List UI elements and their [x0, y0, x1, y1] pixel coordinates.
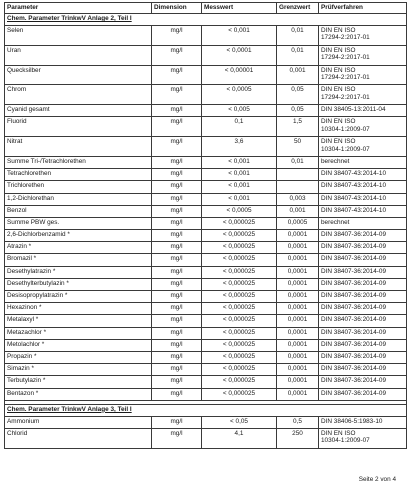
grenzwert-cell: 0,0001	[277, 364, 319, 376]
messwert-cell: 3,6	[202, 137, 277, 157]
pruefverfahren-cell	[319, 339, 407, 351]
dimension-cell: mg/l	[152, 278, 202, 290]
grenzwert-cell: 0,0005	[277, 217, 319, 229]
parameter-cell: Trichlorethen	[5, 181, 152, 193]
dimension-cell: mg/l	[152, 85, 202, 105]
pruefverfahren-cell	[319, 291, 407, 303]
parameter-cell: 1,2-Dichlorethan	[5, 193, 152, 205]
pruefverfahren-cell	[319, 428, 407, 448]
parameter-cell: Chlorid	[5, 428, 152, 448]
grenzwert-cell: 0,0001	[277, 388, 319, 400]
parameter-cell: Ammonium	[5, 416, 152, 428]
grenzwert-cell: 0,0001	[277, 291, 319, 303]
pruefverfahren-cell	[319, 364, 407, 376]
table-row	[5, 416, 407, 428]
grenzwert-cell: 0,0001	[277, 230, 319, 242]
grenzwert-cell: 0,0001	[277, 242, 319, 254]
dimension-cell: mg/l	[152, 339, 202, 351]
pruefverfahren-cell	[319, 117, 407, 137]
dimension-cell: mg/l	[152, 45, 202, 65]
pruefverfahren-cell	[319, 205, 407, 217]
pruefverfahren-line-1: DIN EN ISO	[321, 46, 356, 54]
pruefverfahren-line-1: DIN 38407-36:2014-09	[321, 255, 387, 263]
table-row	[5, 303, 407, 315]
pruefverfahren-cell	[319, 169, 407, 181]
pruefverfahren-cell	[319, 156, 407, 168]
pruefverfahren-line-1: DIN 38407-36:2014-09	[321, 316, 387, 324]
table-row	[5, 169, 407, 181]
grenzwert-cell: 0,0001	[277, 254, 319, 266]
parameter-cell: Metazachlor *	[5, 327, 152, 339]
table-row	[5, 181, 407, 193]
messwert-cell: < 0,000025	[202, 291, 277, 303]
messwert-cell: < 0,000025	[202, 376, 277, 388]
pruefverfahren-cell	[319, 327, 407, 339]
pruefverfahren-line-2: 17294-2:2017-01	[321, 54, 370, 62]
dimension-cell: mg/l	[152, 65, 202, 85]
messwert-cell: < 0,0005	[202, 205, 277, 217]
grenzwert-cell: 50	[277, 137, 319, 157]
grenzwert-cell: 0,001	[277, 65, 319, 85]
table-row	[5, 291, 407, 303]
parameter-cell: Hexazinon *	[5, 303, 152, 315]
pruefverfahren-line-1: DIN 38407-36:2014-09	[321, 365, 387, 373]
messwert-cell: < 0,0005	[202, 85, 277, 105]
grenzwert-cell	[277, 169, 319, 181]
messwert-cell: < 0,000025	[202, 315, 277, 327]
table-row	[5, 242, 407, 254]
pruefverfahren-cell	[319, 278, 407, 290]
grenzwert-cell: 0,01	[277, 26, 319, 46]
table-row	[5, 327, 407, 339]
parameter-cell: Cyanid gesamt	[5, 105, 152, 117]
pruefverfahren-line-1: berechnet	[321, 218, 350, 226]
grenzwert-cell: 0,0001	[277, 278, 319, 290]
parameter-cell: Selen	[5, 26, 152, 46]
dimension-cell: mg/l	[152, 291, 202, 303]
dimension-cell: mg/l	[152, 217, 202, 229]
results-table	[4, 2, 407, 449]
messwert-cell: 0,1	[202, 117, 277, 137]
table-row	[5, 45, 407, 65]
pruefverfahren-cell	[319, 315, 407, 327]
parameter-cell: Metalaxyl *	[5, 315, 152, 327]
parameter-cell: Simazin *	[5, 364, 152, 376]
messwert-cell: < 0,000025	[202, 242, 277, 254]
grenzwert-cell: 0,01	[277, 156, 319, 168]
parameter-cell: Nitrat	[5, 137, 152, 157]
table-row	[5, 137, 407, 157]
table-row	[5, 351, 407, 363]
table-row	[5, 217, 407, 229]
pruefverfahren-cell	[319, 230, 407, 242]
messwert-cell: < 0,001	[202, 26, 277, 46]
messwert-cell: < 0,000025	[202, 266, 277, 278]
dimension-cell: mg/l	[152, 169, 202, 181]
parameter-cell: Propazin *	[5, 351, 152, 363]
table-header-row	[5, 3, 407, 14]
parameter-cell: Tetrachlorethen	[5, 169, 152, 181]
messwert-cell: < 0,000025	[202, 230, 277, 242]
pruefverfahren-cell	[319, 242, 407, 254]
pruefverfahren-cell	[319, 217, 407, 229]
dimension-cell: mg/l	[152, 205, 202, 217]
pruefverfahren-cell	[319, 416, 407, 428]
parameter-cell: Chrom	[5, 85, 152, 105]
table-row	[5, 266, 407, 278]
grenzwert-cell: 0,003	[277, 193, 319, 205]
messwert-cell: < 0,000025	[202, 217, 277, 229]
parameter-cell: Quecksilber	[5, 65, 152, 85]
parameter-cell: Benzol	[5, 205, 152, 217]
pruefverfahren-line-1: DIN EN ISO	[321, 66, 356, 74]
table-row	[5, 193, 407, 205]
pruefverfahren-cell	[319, 26, 407, 46]
pruefverfahren-line-1: DIN 38407-36:2014-09	[321, 340, 387, 348]
pruefverfahren-line-1: DIN 38407-36:2014-09	[321, 292, 387, 300]
dimension-cell: mg/l	[152, 351, 202, 363]
parameter-cell: Bentazon *	[5, 388, 152, 400]
pruefverfahren-cell	[319, 351, 407, 363]
parameter-cell: Summe PBW ges.	[5, 217, 152, 229]
table-row	[5, 364, 407, 376]
table-row	[5, 315, 407, 327]
messwert-cell: < 0,001	[202, 169, 277, 181]
pruefverfahren-line-2: 17294-2:2017-01	[321, 74, 370, 81]
dimension-cell: mg/l	[152, 364, 202, 376]
parameter-cell: 2,6-Dichlorbenzamid *	[5, 230, 152, 242]
dimension-cell: mg/l	[152, 428, 202, 448]
table-row	[5, 230, 407, 242]
dimension-cell: mg/l	[152, 193, 202, 205]
dimension-cell: mg/l	[152, 303, 202, 315]
pruefverfahren-cell	[319, 105, 407, 117]
pruefverfahren-line-1: DIN 38407-36:2014-09	[321, 352, 387, 360]
dimension-cell: mg/l	[152, 26, 202, 46]
results-sheet	[4, 2, 406, 483]
table-row	[5, 428, 407, 448]
header-grenzwert: Grenzwert	[277, 3, 319, 14]
table-row	[5, 117, 407, 137]
dimension-cell: mg/l	[152, 156, 202, 168]
messwert-cell: < 0,000025	[202, 351, 277, 363]
grenzwert-cell: 0,05	[277, 105, 319, 117]
table-row	[5, 105, 407, 117]
table-row	[5, 254, 407, 266]
pruefverfahren-cell	[319, 303, 407, 315]
pruefverfahren-cell	[319, 85, 407, 105]
grenzwert-cell: 0,0001	[277, 303, 319, 315]
pruefverfahren-line-1: DIN EN ISO	[321, 138, 356, 146]
dimension-cell: mg/l	[152, 266, 202, 278]
pruefverfahren-line-1: DIN 38407-43:2014-10	[321, 182, 387, 190]
pruefverfahren-cell	[319, 193, 407, 205]
grenzwert-cell: 0,5	[277, 416, 319, 428]
pruefverfahren-cell	[319, 137, 407, 157]
pruefverfahren-line-1: DIN 38407-36:2014-09	[321, 267, 387, 275]
table-row	[5, 85, 407, 105]
pruefverfahren-line-1: DIN 38406-5:1983-10	[321, 417, 383, 425]
grenzwert-cell: 0,0001	[277, 376, 319, 388]
grenzwert-cell: 0,0001	[277, 327, 319, 339]
page-footer: Seite 2 von 4	[358, 476, 396, 483]
messwert-cell: < 0,0001	[202, 45, 277, 65]
grenzwert-cell: 1,5	[277, 117, 319, 137]
section-header-row	[5, 14, 407, 26]
pruefverfahren-line-2: 10304-1:2009-07	[321, 125, 370, 133]
pruefverfahren-line-2: 17294-2:2017-01	[321, 34, 370, 42]
messwert-cell: < 0,000025	[202, 327, 277, 339]
pruefverfahren-line-1: DIN 38407-36:2014-09	[321, 328, 387, 336]
dimension-cell: mg/l	[152, 181, 202, 193]
dimension-cell: mg/l	[152, 230, 202, 242]
table-row	[5, 278, 407, 290]
messwert-cell: < 0,001	[202, 181, 277, 193]
pruefverfahren-line-1: DIN EN ISO	[321, 27, 356, 34]
messwert-cell: < 0,000025	[202, 278, 277, 290]
pruefverfahren-cell	[319, 254, 407, 266]
parameter-cell: Desisopropylatrazin *	[5, 291, 152, 303]
parameter-cell: Metolachlor *	[5, 339, 152, 351]
pruefverfahren-cell	[319, 388, 407, 400]
header-dimension: Dimension	[152, 3, 202, 14]
messwert-cell: < 0,000025	[202, 254, 277, 266]
pruefverfahren-line-2: 17294-2:2017-01	[321, 93, 370, 101]
grenzwert-cell: 0,01	[277, 45, 319, 65]
section-header-row	[5, 404, 407, 416]
messwert-cell: < 0,00001	[202, 65, 277, 85]
grenzwert-cell: 0,0001	[277, 351, 319, 363]
grenzwert-cell: 0,05	[277, 85, 319, 105]
grenzwert-cell	[277, 181, 319, 193]
parameter-cell: Desethylterbutylazin *	[5, 278, 152, 290]
pruefverfahren-line-1: DIN EN ISO	[321, 86, 356, 94]
pruefverfahren-line-1: DIN 38407-36:2014-09	[321, 304, 387, 312]
pruefverfahren-line-1: DIN 38405-13:2011-04	[321, 106, 386, 114]
grenzwert-cell: 0,001	[277, 205, 319, 217]
dimension-cell: mg/l	[152, 327, 202, 339]
parameter-cell: Fluorid	[5, 117, 152, 137]
section-title: Chem. Parameter TrinkwV Anlage 2, Teil I	[5, 14, 407, 26]
pruefverfahren-line-1: DIN 38407-36:2014-09	[321, 231, 387, 239]
messwert-cell: < 0,001	[202, 193, 277, 205]
table-row	[5, 156, 407, 168]
header-messwert: Messwert	[202, 3, 277, 14]
table-row	[5, 65, 407, 85]
pruefverfahren-line-2: 10304-1:2009-07	[321, 437, 370, 445]
pruefverfahren-line-1: DIN 38407-36:2014-09	[321, 377, 387, 385]
pruefverfahren-line-1: berechnet	[321, 157, 350, 165]
messwert-cell: < 0,05	[202, 416, 277, 428]
pruefverfahren-line-1: DIN 38407-43:2014-10	[321, 170, 387, 178]
dimension-cell: mg/l	[152, 105, 202, 117]
pruefverfahren-line-1: DIN 38407-36:2014-09	[321, 279, 387, 287]
table-row	[5, 388, 407, 400]
table-row	[5, 376, 407, 388]
dimension-cell: mg/l	[152, 315, 202, 327]
parameter-cell: Terbutylazin *	[5, 376, 152, 388]
pruefverfahren-line-1: DIN 38407-36:2014-09	[321, 389, 387, 397]
dimension-cell: mg/l	[152, 416, 202, 428]
messwert-cell: 4,1	[202, 428, 277, 448]
messwert-cell: < 0,000025	[202, 339, 277, 351]
dimension-cell: mg/l	[152, 137, 202, 157]
grenzwert-cell: 250	[277, 428, 319, 448]
pruefverfahren-line-2: 10304-1:2009-07	[321, 145, 370, 153]
pruefverfahren-line-1: DIN 38407-36:2014-09	[321, 243, 387, 251]
pruefverfahren-line-1: DIN 38407-43:2014-10	[321, 194, 387, 202]
pruefverfahren-cell	[319, 65, 407, 85]
section-title: Chem. Parameter TrinkwV Anlage 3, Teil I	[5, 404, 407, 416]
messwert-cell: < 0,000025	[202, 303, 277, 315]
pruefverfahren-line-1: DIN 38407-43:2014-10	[321, 206, 387, 214]
header-parameter: Parameter	[5, 3, 152, 14]
parameter-cell: Atrazin *	[5, 242, 152, 254]
grenzwert-cell: 0,0001	[277, 266, 319, 278]
parameter-cell: Summe Tri-/Tetrachlorethen	[5, 156, 152, 168]
pruefverfahren-line-1: DIN EN ISO	[321, 118, 356, 126]
dimension-cell: mg/l	[152, 254, 202, 266]
pruefverfahren-cell	[319, 266, 407, 278]
table-row	[5, 205, 407, 217]
grenzwert-cell: 0,0001	[277, 315, 319, 327]
messwert-cell: < 0,005	[202, 105, 277, 117]
table-row	[5, 26, 407, 46]
parameter-cell: Uran	[5, 45, 152, 65]
messwert-cell: < 0,000025	[202, 388, 277, 400]
pruefverfahren-cell	[319, 45, 407, 65]
pruefverfahren-cell	[319, 181, 407, 193]
pruefverfahren-cell	[319, 376, 407, 388]
dimension-cell: mg/l	[152, 388, 202, 400]
dimension-cell: mg/l	[152, 117, 202, 137]
header-pruefverfahren: Prüfverfahren	[319, 3, 407, 14]
messwert-cell: < 0,000025	[202, 364, 277, 376]
grenzwert-cell: 0,0001	[277, 339, 319, 351]
table-row	[5, 339, 407, 351]
dimension-cell: mg/l	[152, 242, 202, 254]
pruefverfahren-line-1: DIN EN ISO	[321, 429, 356, 437]
parameter-cell: Bromazil *	[5, 254, 152, 266]
parameter-cell: Desethylatrazin *	[5, 266, 152, 278]
messwert-cell: < 0,001	[202, 156, 277, 168]
dimension-cell: mg/l	[152, 376, 202, 388]
